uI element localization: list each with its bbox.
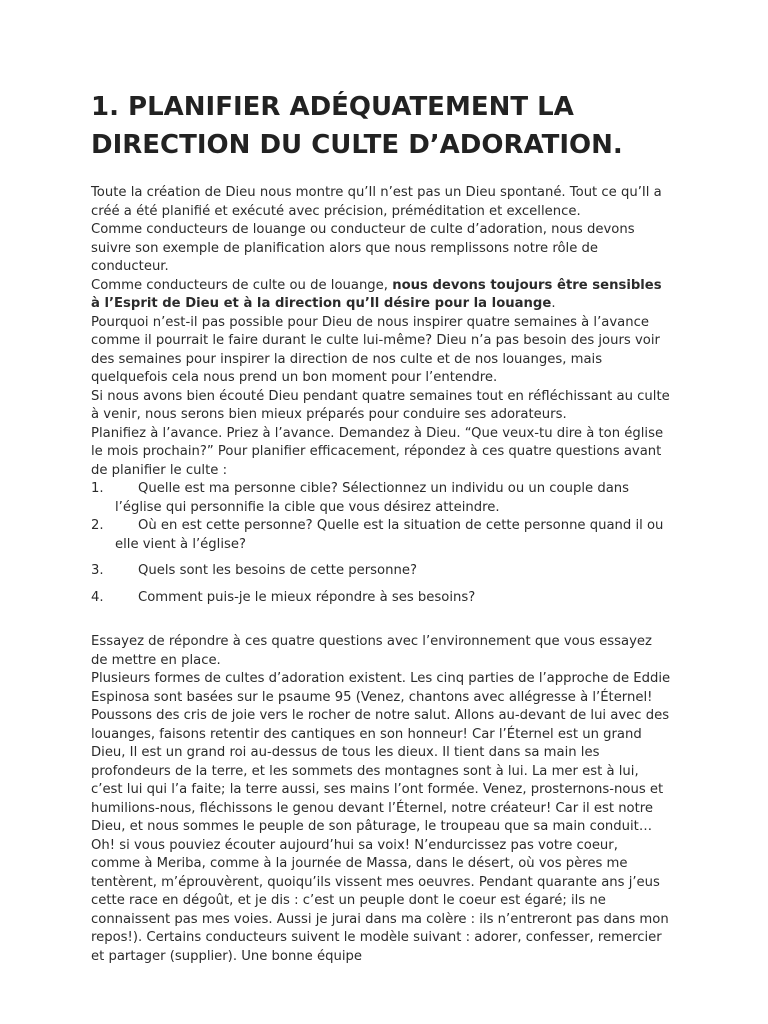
section-title: 1. PLANIFIER ADÉQUATEMENT LA DIRECTION DU CULTE D’ADORATION. (91, 92, 623, 160)
list-text: Quels sont les besoins de cette personne? (138, 563, 417, 578)
list-number: 1. (91, 481, 104, 496)
paragraph-sensitivity-emphasis: nous devons toujours être sensibles à l’Esprit de Dieu et à la direction qu’Il désire pour la louange (91, 277, 662, 311)
list-item (91, 562, 671, 581)
list-item (91, 589, 671, 608)
paragraph-plan-ahead: Planifiez à l’avance. Priez à l’avance. Demandez à Dieu. “Que veux-tu dire à ton église le mois prochain?” Pour planifier efficacement, répondez à ces quatre questions avant de planifier le culte : (91, 425, 664, 478)
paragraph-worship-forms: Plusieurs formes de cultes d’adoration existent. Les cinq parties de l’approche de Eddie Espinosa sont basées sur le psaume 95 (Venez, chantons avec allégresse à l’Éternel! Poussons des cris de joie vers le rocher de notre salut. Allons au-devant de lui avec des louanges, faisons retentir des cantiques en son honneur! Car l’Éternel est un grand Dieu, Il est un grand roi au-dessus de tous les dieux. Il tient dans sa main les profondeurs de la terre, et les sommets des montagnes sont à lui. La mer est à lui, c’est lui qui l’a faite; la terre aussi, ses mains l’ont formée. Venez, prosternons-nous et humilions-nous, fléchissons le genou devant l’Éternel, notre créateur! Car il est notre Dieu, et nous sommes le peuple de son pâturage, le troupeau que sa main conduit… Oh! si vous pouviez écouter aujourd’hui sa voix! N’endurcissez pas votre coeur, comme à Meriba, comme à la journée de Massa, dans le désert, où vos pères me tentèrent, m’éprouvèrent, quoiqu’ils vissent mes oeuvres. Pendant quarante ans j’eus cette race en dégoût, et je dis : c’est un peuple dont le coeur est égaré; ils ne connaissent pas mes voies. Aussi je jurai dans ma colère : ils n’entreront pas dans mon repos!). Certains conducteurs suivent le modèle suivant : adorer, confesser, remercier et partager (supplier). Une bonne équipe (91, 671, 671, 964)
paragraph-listening: Si nous avons bien écouté Dieu pendant quatre semaines tout en réfléchissant au culte à venir, nous serons bien mieux préparés pour conduire ses adorateurs. (91, 388, 670, 422)
paragraph-inspiration: Pourquoi n’est-il pas possible pour Dieu de nous inspirer quatre semaines à l’avance comme il pourrait le faire durant le culte lui-même? Dieu n’a pas besoin des jours voir des semaines pour inspirer la direction de nos culte et de nos louanges, mais quelquefois cela nous prend un bon moment pour l’entendre. (91, 314, 660, 385)
list-item (91, 480, 671, 517)
list-number: 3. (91, 563, 104, 578)
list-item (91, 517, 671, 554)
section-spacer (91, 607, 671, 633)
document-body (91, 184, 671, 966)
list-number: 4. (91, 589, 104, 605)
paragraph-sensitivity (91, 277, 671, 314)
list-text: Comment puis-je le mieux répondre à ses besoins? (138, 589, 476, 605)
list-number: 2. (91, 518, 104, 533)
paragraph-sensitivity-lead: Comme conducteurs de culte ou de louange, (91, 277, 393, 293)
paragraph-creation: Toute la création de Dieu nous montre qu’Il n’est pas un Dieu spontané. Tout ce qu’Il a créé a été planifié et exécuté avec précision, préméditation et excellence. (91, 185, 662, 219)
paragraph-environment: Essayez de répondre à ces quatre questions avec l’environnement que vous essayez de mettre en place. (91, 634, 652, 668)
list-text: Quelle est ma personne cible? Sélectionnez un individu ou un couple dans l’église qui personnifie la cible que vous désirez atteindre. (115, 481, 630, 515)
paragraph-sensitivity-end: . (551, 296, 556, 311)
paragraph-conductors-planning: Comme conducteurs de louange ou conducteur de culte d’adoration, nous devons suivre son exemple de planification alors que nous remplissons notre rôle de conducteur. (91, 222, 635, 274)
document-page (91, 88, 671, 966)
list-text: Où en est cette personne? Quelle est la situation de cette personne quand il ou elle vient à l’église? (115, 518, 664, 552)
